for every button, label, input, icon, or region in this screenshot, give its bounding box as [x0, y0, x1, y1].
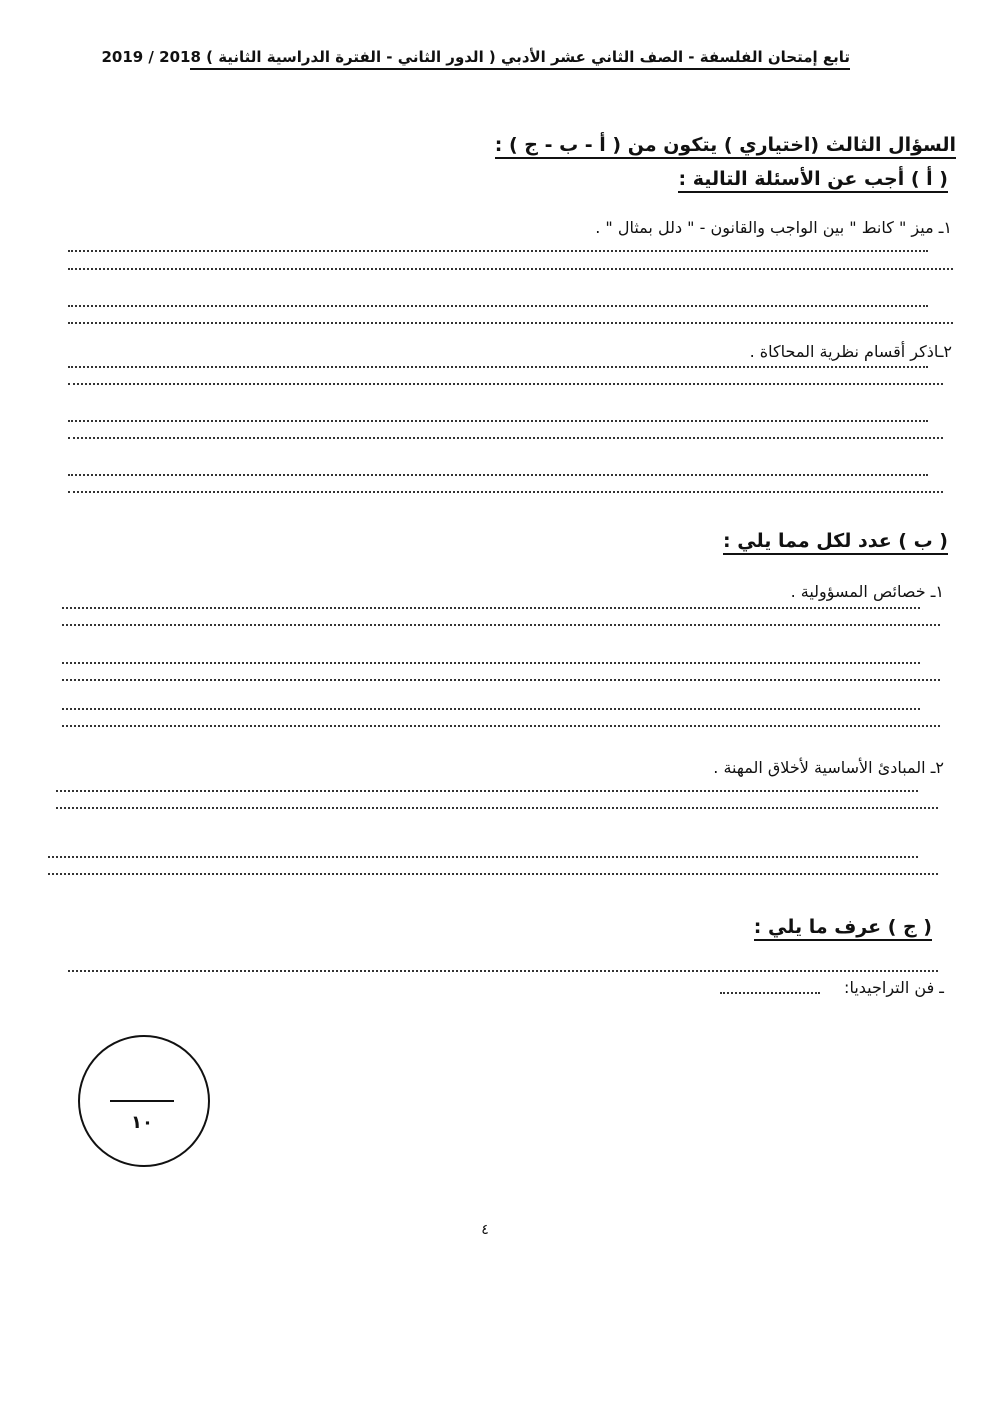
score-divider	[110, 1100, 174, 1102]
answer-line[interactable]	[68, 268, 953, 270]
answer-line[interactable]	[68, 970, 938, 972]
answer-line[interactable]	[62, 607, 920, 609]
answer-line[interactable]	[720, 992, 820, 994]
part-b-title-text: ( ب ) عدد لكل مما يلي :	[723, 530, 948, 555]
answer-line[interactable]	[48, 873, 938, 875]
answer-line[interactable]	[62, 679, 940, 681]
part-b-title	[723, 530, 948, 552]
part-c-title	[754, 916, 932, 938]
answer-line[interactable]	[68, 305, 928, 307]
answer-line[interactable]	[62, 708, 920, 710]
part-b-question-1: ١ـ خصائص المسؤولية .	[790, 582, 944, 601]
part-a-title-text: ( أ ) أجب عن الأسئلة التالية :	[678, 168, 948, 193]
answer-line[interactable]	[62, 725, 940, 727]
answer-line[interactable]	[68, 366, 928, 368]
answer-line[interactable]	[62, 662, 920, 664]
answer-line[interactable]	[68, 437, 943, 439]
answer-line[interactable]	[56, 807, 938, 809]
answer-line[interactable]	[68, 250, 928, 252]
answer-line[interactable]	[48, 856, 918, 858]
question-3-title	[495, 134, 956, 156]
answer-line[interactable]	[68, 420, 928, 422]
part-b-question-2: ٢ـ المبادئ الأساسية لأخلاق المهنة .	[713, 758, 944, 777]
answer-line[interactable]	[68, 474, 928, 476]
exam-header: تابع إمتحان الفلسفة - الصف الثاني عشر الأدبي ( الدور الثاني - الفترة الدراسية الثانية ) 2018 / 2019	[190, 48, 850, 70]
question-3-title-text: السؤال الثالث (اختياري ) يتكون من ( أ - ب - ج ) :	[495, 134, 956, 159]
part-a-question-1: ١ـ ميز " كانط " بين الواجب والقانون - " دلل بمثال " .	[595, 218, 952, 237]
answer-line[interactable]	[68, 491, 943, 493]
part-a-question-2: ٢ـاذكر أقسام نظرية المحاكاة .	[749, 342, 952, 361]
part-c-title-text: ( ج ) عرف ما يلي :	[754, 916, 932, 941]
answer-line[interactable]	[68, 383, 943, 385]
answer-line[interactable]	[56, 790, 918, 792]
page-number: ٤	[481, 1222, 489, 1238]
part-c-question-1: ـ فن التراجيديا:	[844, 978, 944, 997]
answer-line[interactable]	[68, 322, 953, 324]
score-total: ١٠	[131, 1112, 153, 1133]
part-a-title	[678, 168, 948, 190]
answer-line[interactable]	[62, 624, 940, 626]
